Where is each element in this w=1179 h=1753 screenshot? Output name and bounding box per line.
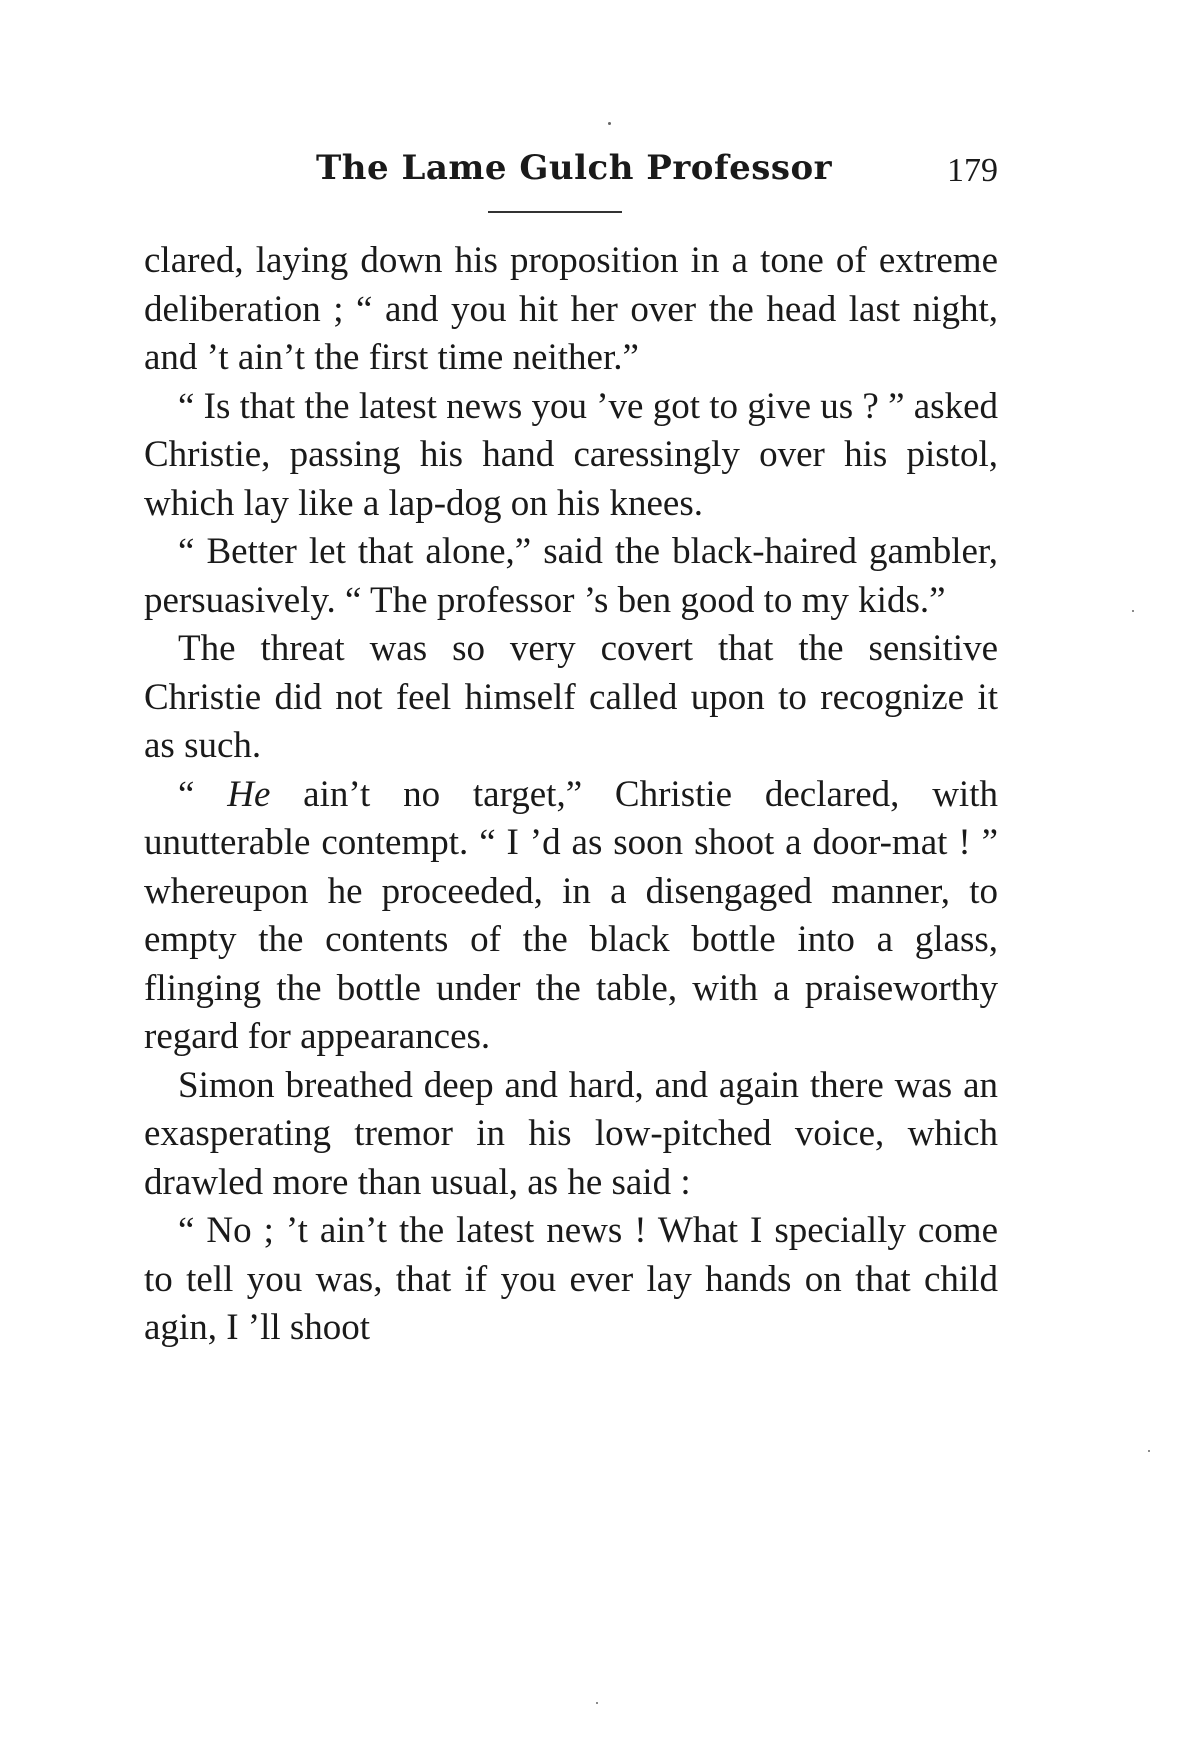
paragraph-7: “ No ; ’t ain’t the latest news ! What I specially come to tell you was, that if you ever lay hands on that child agin, I ’ll shoot [144,1210,998,1348]
page-number: 179 [947,152,998,189]
paragraph-5 [144,771,998,1062]
paragraph-5-rest: ain’t no target,” Christie declared, with unutterable contempt. “ I ’d as soon shoot a door-mat ! ” whereupon he proceeded, in a disengaged manner, to empty the contents of the black bottle into a glass, flinging the bottle under the table, with a praiseworthy regard for appearances. [144,773,998,1057]
paragraph-2: “ Is that the latest news you ’ve got to give us ? ” asked Christie, passing his hand caressingly over his pistol, which lay like a lap-dog on his knees. [144,385,998,524]
paragraph-1: clared, laying down his proposition in a tone of extreme deliberation ; “ and you hit her over the head last night, and ’t ain’t the first time neither.” [144,240,998,378]
header-rule [488,211,622,213]
page-header [144,148,998,208]
paragraph-6: Simon breathed deep and hard, and again there was an exasperating tremor in his low-pitched voice, which drawled more than usual, as he said : [144,1064,998,1203]
paragraph-5-lead: “ [178,773,228,815]
paragraph-3: “ Better let that alone,” said the black-haired gambler, persuasively. “ The professor ’s ben good to my kids.” [144,531,998,621]
body-text [144,237,998,1353]
running-title: The Lame Gulch Professor [316,148,833,188]
emphasis-he: He [227,773,271,815]
paragraph-4: The threat was so very covert that the sensitive Christie did not feel himself called upon to recognize it as such. [144,628,998,766]
